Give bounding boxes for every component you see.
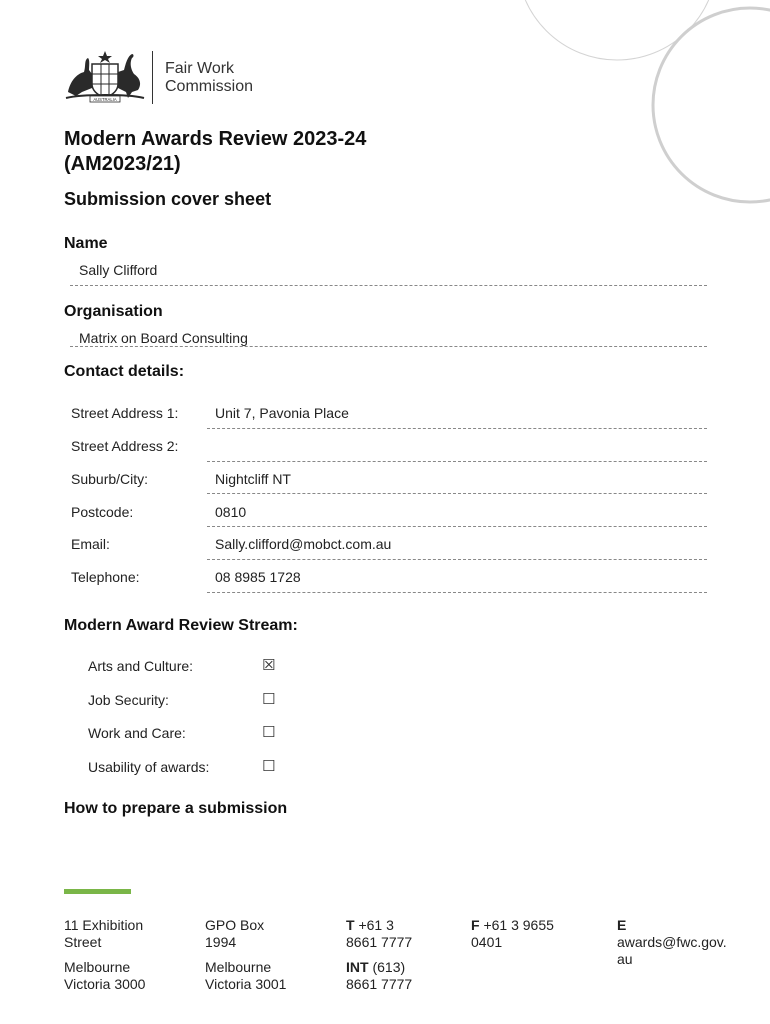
fax-number: +61 3 9655 <box>483 917 554 933</box>
phone-number-cont[interactable]: 8661 7777 <box>346 934 413 950</box>
logo-line-2: Commission <box>165 78 254 95</box>
work-and-care-checkbox[interactable]: ☐ <box>262 723 276 741</box>
email-field[interactable]: Sally.clifford@mobct.com.au <box>215 536 392 552</box>
footer-fax <box>471 917 554 951</box>
email-link[interactable]: awards@fwc.gov. <box>617 934 727 950</box>
int-prefix: INT <box>346 959 369 975</box>
organisation-label: Organisation <box>64 303 163 320</box>
phone-number[interactable]: +61 3 <box>358 917 394 933</box>
contact-heading: Contact details: <box>64 363 185 380</box>
usability-of-awards-checkbox[interactable]: ☐ <box>262 757 276 775</box>
work-and-care-label: Work and Care: <box>88 725 186 741</box>
logo-divider <box>152 51 153 104</box>
int-number-cont[interactable]: 8661 7777 <box>346 976 413 992</box>
title-line-1: Modern Awards Review 2023-24 <box>64 128 367 150</box>
footer-text: Melbourne <box>205 959 272 975</box>
usability-of-awards-label: Usability of awards: <box>88 759 210 775</box>
row-underline <box>207 461 707 462</box>
job-security-label: Job Security: <box>88 692 169 708</box>
logo-line-1: Fair Work <box>165 60 235 77</box>
postcode-label: Postcode: <box>71 504 134 520</box>
suburb-city-label: Suburb/City: <box>71 471 149 487</box>
email-label: Email: <box>71 536 110 552</box>
street-address-1-field[interactable]: Unit 7, Pavonia Place <box>215 405 349 421</box>
email-prefix: E <box>617 917 627 933</box>
row-underline <box>207 428 707 429</box>
street-address-1-label: Street Address 1: <box>71 405 179 421</box>
job-security-checkbox[interactable]: ☐ <box>262 690 276 708</box>
row-underline <box>207 493 707 494</box>
email-link-cont[interactable]: au <box>617 951 633 967</box>
organisation-field[interactable]: Matrix on Board Consulting <box>79 330 248 346</box>
crest-banner-text: AUSTRALIA <box>93 97 117 102</box>
organisation-logo-text <box>165 60 253 96</box>
arts-and-culture-label: Arts and Culture: <box>88 658 194 674</box>
int-number[interactable]: (613) <box>372 959 406 975</box>
footer-text: Victoria 3000 <box>64 976 146 992</box>
fax-number-cont: 0401 <box>471 934 503 950</box>
phone-prefix: T <box>346 917 355 933</box>
street-address-2-label: Street Address 2: <box>71 438 179 454</box>
how-to-heading: How to prepare a submission <box>64 800 288 817</box>
stream-heading: Modern Award Review Stream: <box>64 617 298 634</box>
footer-phone <box>346 917 412 993</box>
telephone-label: Telephone: <box>71 569 140 585</box>
footer-accent-bar <box>64 889 131 894</box>
title-line-2: (AM2023/21) <box>64 153 181 175</box>
inner-circle-decoration <box>653 8 770 202</box>
footer-text: Melbourne <box>64 959 131 975</box>
footer-text: Street <box>64 934 102 950</box>
postcode-field[interactable]: 0810 <box>215 504 247 520</box>
coat-of-arms-logo <box>62 48 148 104</box>
name-label: Name <box>64 235 108 252</box>
document-title <box>64 127 366 177</box>
footer-postal-address <box>205 917 286 993</box>
footer-text: 11 Exhibition <box>64 917 144 933</box>
name-field[interactable]: Sally Clifford <box>79 262 158 278</box>
row-underline <box>207 526 707 527</box>
row-underline <box>207 559 707 560</box>
footer-text: Victoria 3001 <box>205 976 287 992</box>
footer-text: GPO Box <box>205 917 265 933</box>
telephone-field[interactable]: 08 8985 1728 <box>215 569 301 585</box>
organisation-underline <box>70 346 707 347</box>
footer-email <box>617 917 727 968</box>
footer-street-address <box>64 917 145 993</box>
suburb-city-field[interactable]: Nightcliff NT <box>215 471 291 487</box>
fax-prefix: F <box>471 917 480 933</box>
footer-text: 1994 <box>205 934 237 950</box>
document-subtitle: Submission cover sheet <box>64 189 272 209</box>
arts-and-culture-checkbox[interactable]: ☒ <box>262 656 276 674</box>
row-underline <box>207 592 707 593</box>
name-underline <box>70 285 707 286</box>
